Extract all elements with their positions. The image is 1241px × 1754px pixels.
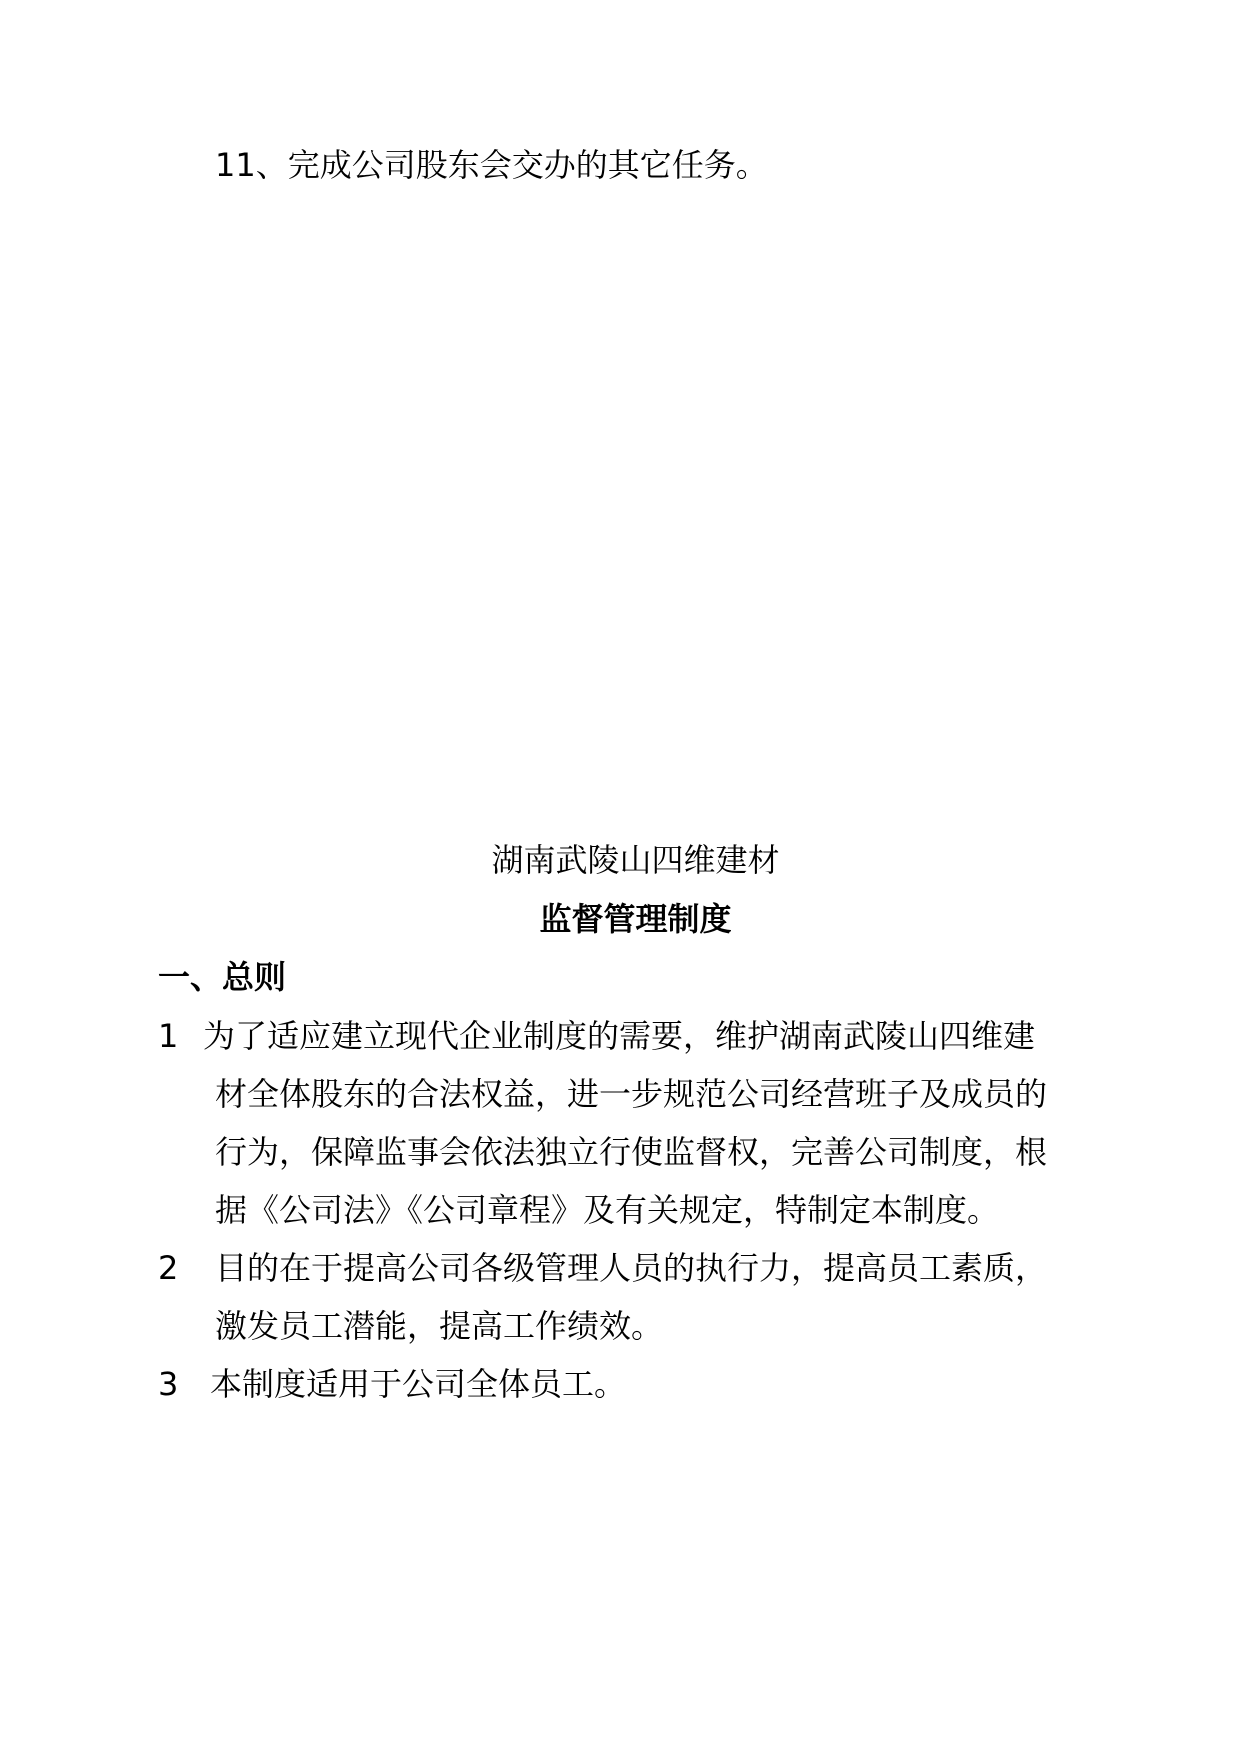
document-title: 监督管理制度: [539, 900, 732, 938]
item-1-line-3: 行为，保障监事会依法独立行使监督权，完善公司制度，根: [215, 1133, 1048, 1171]
item-2-line-1: 目的在于提高公司各级管理人员的执行力，提高员工素质，: [215, 1249, 1048, 1287]
section-heading: 一、总则: [158, 958, 287, 996]
item-number: 3: [158, 1365, 179, 1403]
item-2-line-2: 激发员工潜能，提高工作绩效。: [215, 1307, 664, 1345]
company-name: 湖南武陵山四维建材: [491, 841, 780, 879]
item-3-line-1: 本制度适用于公司全体员工。: [210, 1365, 627, 1403]
item-1-line-1: 为了适应建立现代企业制度的需要，维护湖南武陵山四维建: [203, 1017, 1036, 1055]
item-number: 1: [158, 1017, 179, 1055]
item-1-line-4: 据《公司法》《公司章程》及有关规定，特制定本制度。: [215, 1191, 1000, 1229]
list-item-11: 11、完成公司股东会交办的其它任务。: [215, 146, 768, 184]
item-number: 2: [158, 1249, 179, 1287]
item-1-line-2: 材全体股东的合法权益，进一步规范公司经营班子及成员的: [215, 1075, 1048, 1113]
